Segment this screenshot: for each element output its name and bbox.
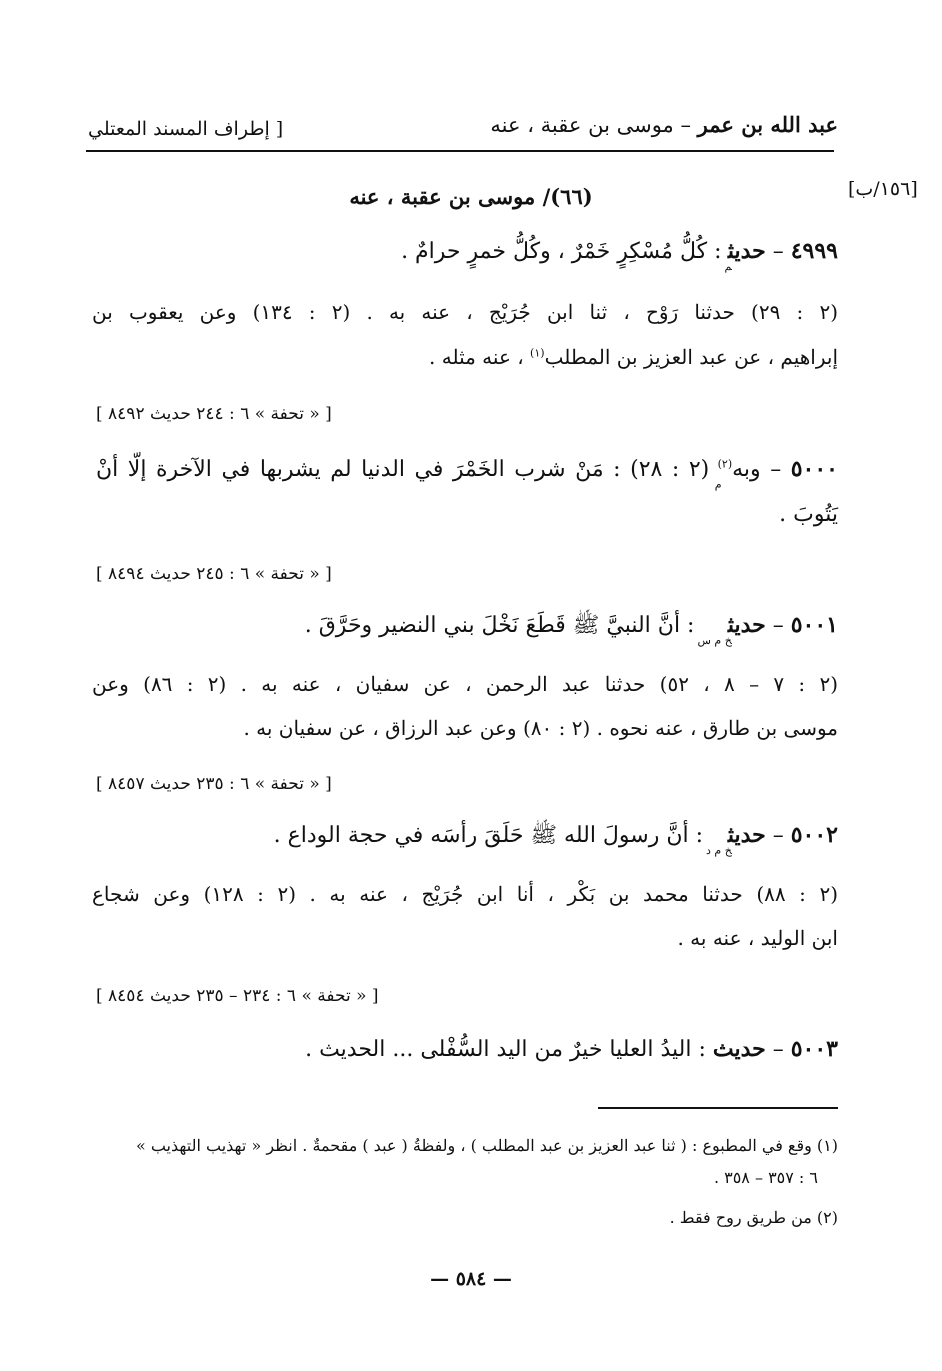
header-chapter-name: عبد الله بن عمر: [697, 112, 838, 137]
hadith-entry-5000: ٥٠٠٠ – وبه$^{(٢)}_م$ (٢ : ٢٨) : مَنْ شرب الخَمْرَ في الدنيا لم يشربها في الآخرة إلّا أنْ: [96, 456, 838, 491]
hadith-keyword: حديث: [727, 612, 766, 638]
source-sigla: خ م س: [697, 634, 732, 647]
footnote-ref: (٢): [717, 457, 733, 471]
hadith-text: (٢ : ٢٨) : مَنْ شرب الخَمْرَ في الدنيا لم يشربها في الآخرة إلّا أنْ: [96, 457, 719, 482]
hadith-keyword: حديث: [712, 1036, 766, 1062]
hadith-number: ٥٠٠٠: [790, 456, 838, 482]
hadith-entry-5003: ٥٠٠٣ – حديث : اليدُ العليا خيرٌ من اليد السُّفْلى ... الحديث .: [305, 1036, 838, 1062]
hadith-text-continuation: يَتُوبَ .: [779, 502, 838, 527]
hadith-number: ٥٠٠٣: [790, 1036, 838, 1062]
header-chapter-subtitle: – موسى بن عقبة ، عنه: [490, 113, 698, 137]
running-header-right: [490, 112, 838, 137]
hadith-number: ٥٠٠٢: [790, 822, 838, 848]
chain-text-end: ، عنه مثله .: [429, 345, 531, 369]
hadith-text: : كُلُّ مُسْكِرٍ خَمْرٌ ، وكُلُّ خمرٍ حرامٌ .: [401, 239, 729, 264]
hadith-text: : اليدُ العليا خيرٌ من اليد السُّفْلى ... الحديث .: [305, 1037, 713, 1062]
footnote-ref: (١): [530, 346, 545, 360]
hadith-keyword: حديث: [727, 238, 766, 264]
footnote-1: (١) وقع في المطبوع : ( ثنا عبد العزيز بن عبد المطلب ) ، ولفظةُ ( عبد ) مقحمةٌ . انظر « تهذيب التهذيب »: [135, 1136, 838, 1155]
source-sigla: م: [724, 260, 732, 273]
source-sigla: خ م د: [706, 844, 732, 857]
running-header-left: [ إطراف المسند المعتلي: [88, 118, 284, 140]
chain-line: موسى بن طارق ، عنه نحوه . (٢ : ٨٠) وعن عبد الرزاق ، عن سفيان به .: [243, 716, 838, 740]
tuhfa-reference: [ « تحفة » ٦ : ٢٣٥ حديث ٨٤٥٧ ]: [96, 774, 332, 794]
hadith-number: ٤٩٩٩: [790, 238, 838, 264]
header-divider: [86, 150, 834, 152]
hadith-keyword: حديث: [727, 822, 766, 848]
footnote-2: (٢) من طريق روح فقط .: [669, 1208, 838, 1227]
hadith-keyword: وبه: [732, 457, 761, 482]
footnote-divider: [598, 1107, 838, 1109]
hadith-entry-5001: ٥٠٠١ – حديث$_{خ م س}$ : أنَّ النبيَّ ﷺ قَطَعَ نَخْلَ بني النضير وحَرَّقَ .: [304, 612, 838, 647]
tuhfa-reference: [ « تحفة » ٦ : ٢٣٤ – ٢٣٥ حديث ٨٤٥٤ ]: [96, 986, 379, 1006]
chain-line: ابن الوليد ، عنه به .: [677, 926, 838, 950]
source-sigla: م: [714, 478, 722, 491]
hadith-text: : أنَّ النبيَّ ﷺ قَطَعَ نَخْلَ بني النضير وحَرَّقَ .: [304, 613, 702, 638]
hadith-entry-4999: ٤٩٩٩ – حديث$_م$ : كُلُّ مُسْكِرٍ خَمْرٌ ، وكُلُّ خمرٍ حرامٌ .: [401, 238, 838, 273]
hadith-entry-5002: ٥٠٠٢ – حديث$_{خ م د}$ : أنَّ رسولَ الله ﷺ حَلَقَ رأسَه في حجة الوداع .: [273, 822, 838, 857]
chain-line: (٢ : ٢٩) حدثنا رَوْح ، ثنا ابن جُرَيْج ، عنه به . (٢ : ١٣٤) وعن يعقوب بن: [92, 300, 838, 324]
hadith-number: ٥٠٠١: [790, 612, 838, 638]
chain-line: [429, 345, 838, 369]
page-number: — ٥٨٤ —: [430, 1268, 512, 1290]
section-title: (٦٦)/ موسى بن عقبة ، عنه: [349, 184, 593, 209]
manuscript-folio-note: [١٥٦/ب]: [848, 178, 918, 200]
chain-line: (٢ : ٧ – ٨ ، ٥٢) حدثنا عبد الرحمن ، عن سفيان ، عنه به . (٢ : ٨٦) وعن: [92, 672, 839, 696]
footnote-1-continuation: ٦ : ٣٥٧ – ٣٥٨ .: [713, 1168, 818, 1187]
chain-text: إبراهيم ، عن عبد العزيز بن المطلب: [544, 345, 838, 369]
tuhfa-reference: [ « تحفة » ٦ : ٢٤٤ حديث ٨٤٩٢ ]: [96, 404, 332, 424]
tuhfa-reference: [ « تحفة » ٦ : ٢٤٥ حديث ٨٤٩٤ ]: [96, 564, 332, 584]
chain-line: (٢ : ٨٨) حدثنا محمد بن بَكْر ، أنا ابن جُرَيْج ، عنه به . (٢ : ١٢٨) وعن شجاع: [92, 882, 838, 906]
hadith-text: : أنَّ رسولَ الله ﷺ حَلَقَ رأسَه في حجة الوداع .: [273, 823, 710, 848]
